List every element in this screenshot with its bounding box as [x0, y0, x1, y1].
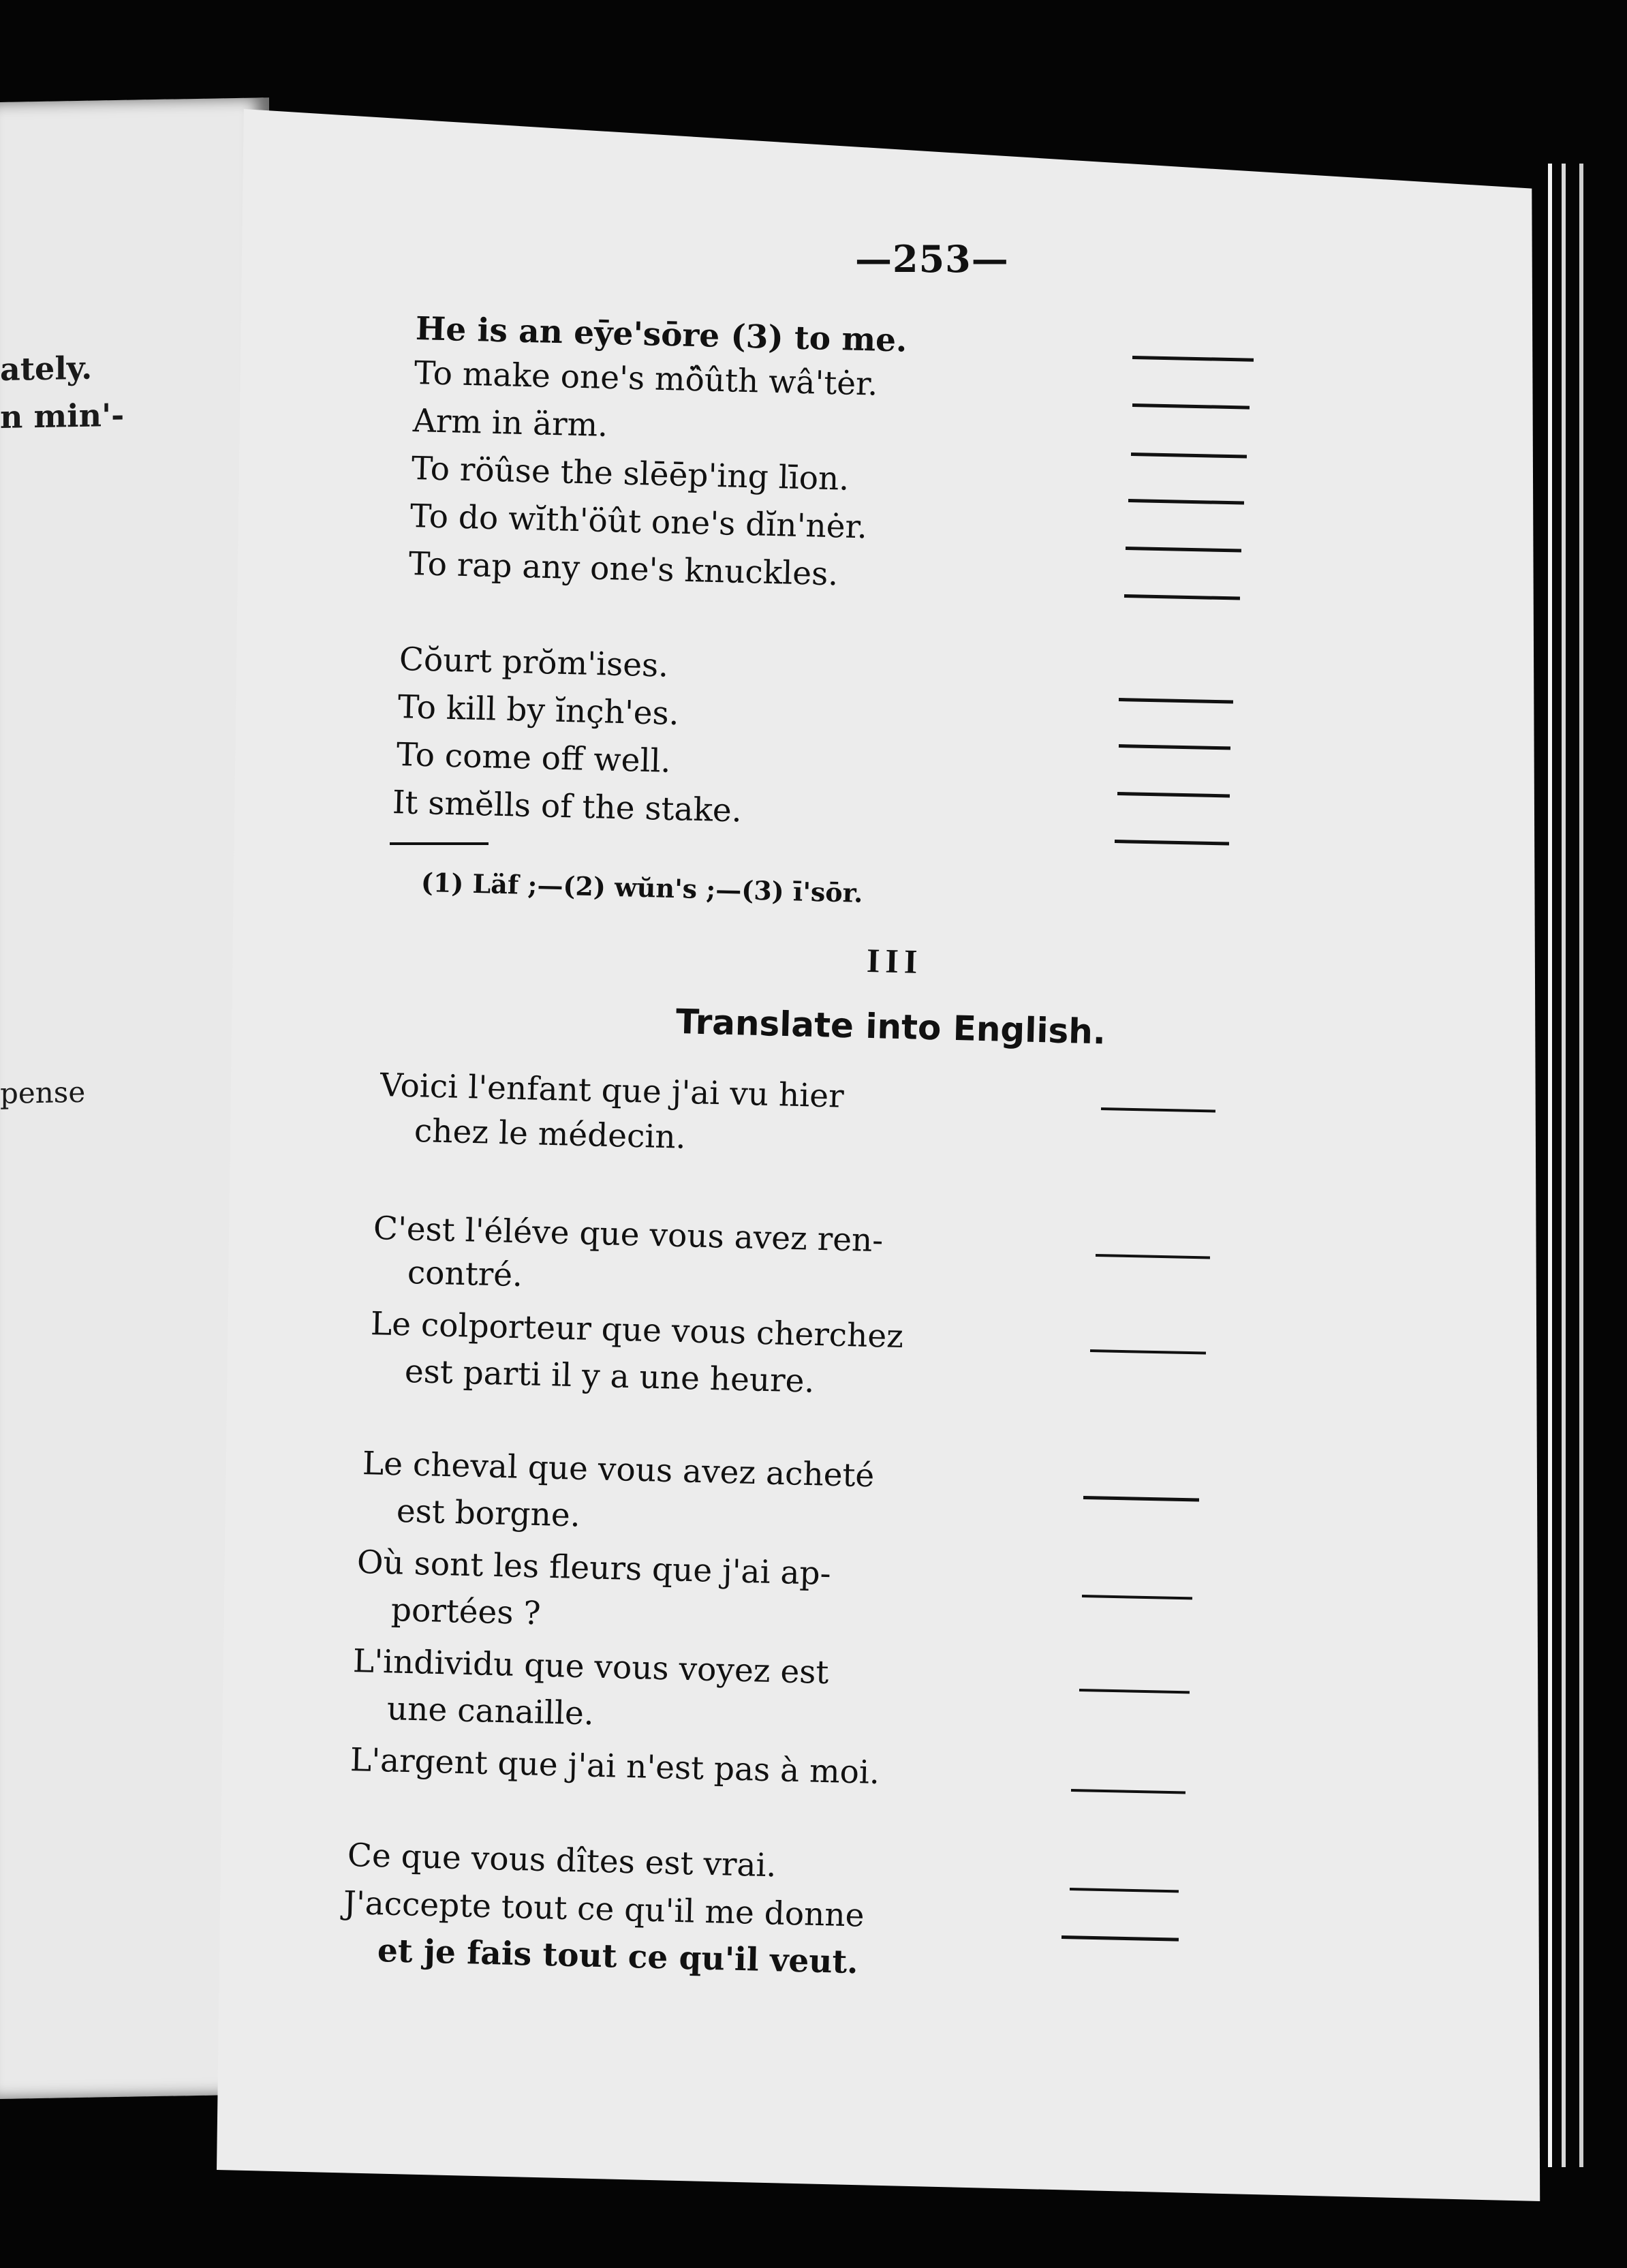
exercise-line: It smĕlls of the stake.	[392, 784, 743, 830]
exercise-line: To do wĭth'öût one's dĭn'nėr.	[409, 497, 868, 547]
translation-line: Le cheval que vous avez acheté	[362, 1445, 875, 1495]
previous-page-line: pense	[0, 1075, 86, 1110]
translation-line: et je fais tout ce qu'il veut.	[377, 1932, 859, 1982]
page-edge	[1562, 164, 1566, 2167]
exercise-line: Arm in ärm.	[412, 402, 608, 444]
translation-line: L'argent que j'ai n'est pas à moi.	[350, 1741, 880, 1792]
translation-line: J'accepte tout ce qu'il me donne	[343, 1884, 865, 1935]
translation-line: est parti il y a une heure.	[404, 1353, 816, 1400]
footnote: (1) Läf ;—(2) wŭn's ;—(3) ī'sōr.	[420, 867, 864, 908]
exercise-line: To make one's mö̂ûth wâ'tėr.	[414, 354, 878, 403]
section-heading: Translate into English.	[675, 1002, 1106, 1052]
previous-page-line: n min'-	[0, 396, 125, 435]
translation-line: L'individu que vous voyez est	[352, 1642, 829, 1692]
translation-line: Où sont les fleurs que j'ai ap-	[356, 1544, 832, 1593]
translation-line: Le colporteur que vous cherchez	[370, 1305, 904, 1356]
translation-line: portées ?	[390, 1591, 542, 1633]
translation-line: Ce que vous dîtes est vrai.	[347, 1837, 777, 1885]
page-number: —253—	[855, 237, 1009, 281]
exercise-line: To kill by ĭnçh'es.	[397, 688, 680, 733]
section-number: III	[866, 941, 924, 981]
footnote-rule	[390, 842, 489, 845]
translation-line: une canaille.	[386, 1690, 595, 1733]
exercise-line: To röûse the slēēp'ing līon.	[411, 450, 850, 498]
translation-line: Voici l'enfant que j'ai vu hier	[379, 1067, 845, 1116]
page-edge	[1579, 164, 1583, 2167]
translation-line: C'est l'éléve que vous avez ren-	[373, 1210, 884, 1260]
translation-line: contré.	[407, 1254, 523, 1295]
page-edge	[1548, 164, 1552, 2167]
exercise-line: Cŏurt prŏm'ises.	[399, 641, 669, 685]
exercise-line: He is an eȳe'sōre (3) to me.	[415, 310, 908, 360]
translation-line: chez le médecin.	[414, 1112, 687, 1156]
previous-page-line: ately.	[0, 349, 93, 388]
translation-line: est borgne.	[396, 1492, 581, 1535]
exercise-line: To rap any one's knuckles.	[408, 545, 839, 594]
exercise-line: To come off well.	[396, 736, 672, 780]
